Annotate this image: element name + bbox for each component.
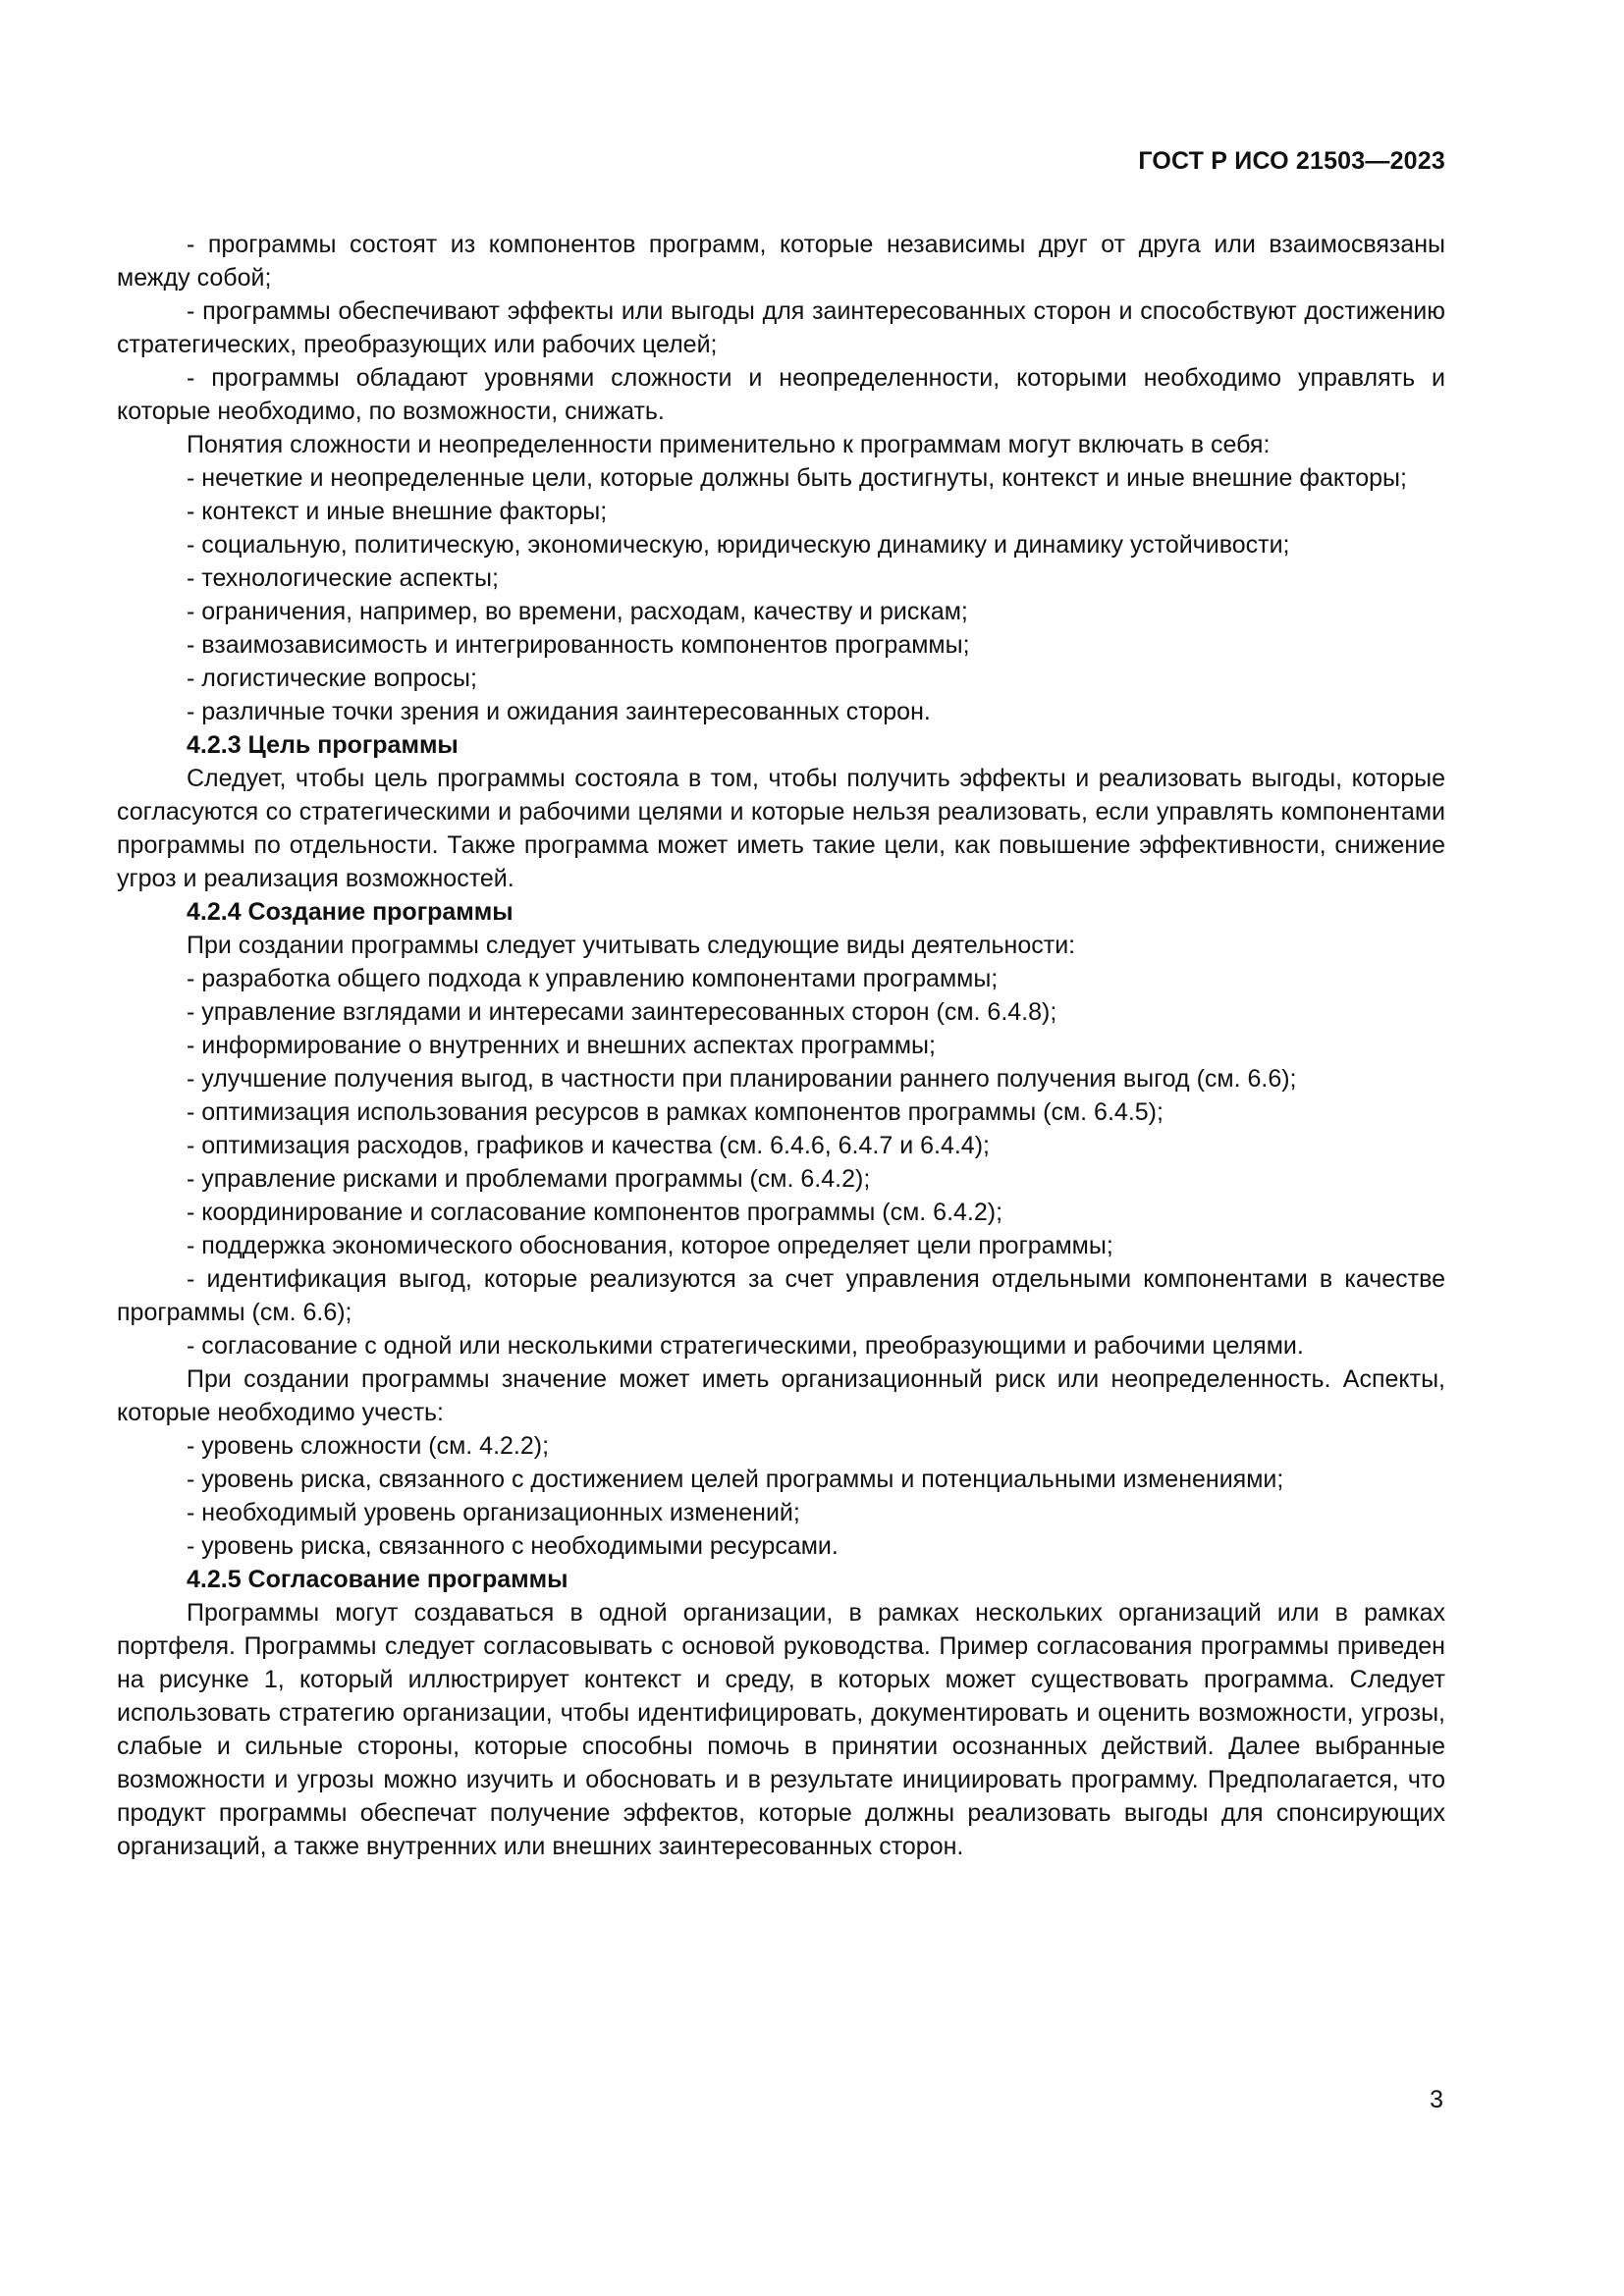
list-item: - управление взглядами и интересами заинтересованных сторон (см. 6.4.8); — [187, 998, 1057, 1026]
document-code-header: ГОСТ Р ИСО 21503—2023 — [1138, 147, 1445, 175]
list-item: - улучшение получения выгод, в частности при планировании раннего получения выгод (см. 6.6); — [187, 1065, 1297, 1093]
list-item: - технологические аспекты; — [187, 564, 499, 592]
list-item: - уровень риска, связанного с необходимыми ресурсами. — [187, 1532, 839, 1560]
list-item: - координирование и согласование компонентов программы (см. 6.4.2); — [187, 1199, 1003, 1226]
list-item: - программы состоят из компонентов программ, которые независимы друг от друга или взаимосвязаны между собой; — [117, 231, 1445, 292]
list-item: - социальную, политическую, экономическую, юридическую динамику и динамику устойчивости; — [187, 531, 1290, 559]
paragraph: Программы могут создаваться в одной организации, в рамках нескольких организаций или в рамках портфеля. Программы следует согласовывать с основой руководства. Пример согласования программы приведен на рисунке 1, который иллюстрирует контекст и среду, в которых может существовать программа. Следует использовать стратегию организации, чтобы идентифицировать, документировать и оценить возможности, угрозы, слабые и сильные стороны, которые способны помочь в принятии осознанных действий. Далее выбранные возможности и угрозы можно изучить и обосновать и в результате инициировать программу. Предполагается, что продукт программы обеспечат получение эффектов, которые должны реализовать выгоды для спонсирующих организаций, а также внутренних или внешних заинтересованных сторон. — [117, 1599, 1445, 1860]
list-item: - программы обладают уровнями сложности и неопределенности, которыми необходимо управлять и которые необходимо, по возможности, снижать. — [117, 364, 1445, 425]
document-body — [117, 228, 1445, 1863]
list-item: - разработка общего подхода к управлению компонентами программы; — [187, 965, 999, 992]
list-item: - контекст и иные внешние факторы; — [187, 498, 608, 525]
section-heading: 4.2.5 Согласование программы — [187, 1566, 568, 1593]
section-heading: 4.2.4 Создание программы — [187, 898, 514, 926]
list-item: - логистические вопросы; — [187, 665, 477, 692]
paragraph: При создании программы следует учитывать следующие виды деятельности: — [187, 932, 1076, 959]
list-item: - согласование с одной или несколькими стратегическими, преобразующими и рабочими целями. — [187, 1332, 1304, 1360]
paragraph: Понятия сложности и неопределенности применительно к программам могут включать в себя: — [187, 431, 1271, 458]
list-item: - информирование о внутренних и внешних аспектах программы; — [187, 1032, 936, 1059]
list-item: - уровень сложности (см. 4.2.2); — [187, 1432, 550, 1460]
list-item: - программы обеспечивают эффекты или выгоды для заинтересованных сторон и способствуют достижению стратегических, преобразующих или рабочих целей; — [117, 297, 1445, 358]
list-item: - поддержка экономического обоснования, которое определяет цели программы; — [187, 1232, 1113, 1259]
list-item: - необходимый уровень организационных изменений; — [187, 1499, 800, 1526]
list-item: - оптимизация использования ресурсов в рамках компонентов программы (см. 6.4.5); — [187, 1098, 1164, 1126]
list-item: - ограничения, например, во времени, расходам, качеству и рискам; — [187, 598, 968, 625]
list-item: - взаимозависимость и интегрированность компонентов программы; — [187, 631, 970, 659]
list-item: - нечеткие и неопределенные цели, которые должны быть достигнуты, контекст и иные внешние факторы; — [187, 464, 1407, 492]
list-item: - оптимизация расходов, графиков и качества (см. 6.4.6, 6.4.7 и 6.4.4); — [187, 1132, 990, 1159]
list-item: - уровень риска, связанного с достижением целей программы и потенциальными изменениями; — [187, 1466, 1284, 1493]
list-item: - различные точки зрения и ожидания заинтересованных сторон. — [187, 698, 931, 725]
paragraph: При создании программы значение может иметь организационный риск или неопределенность. Аспекты, которые необходимо учесть: — [117, 1365, 1445, 1426]
page-number: 3 — [1430, 2086, 1443, 2113]
list-item: - управление рисками и проблемами программы (см. 6.4.2); — [187, 1165, 871, 1193]
list-item: - идентификация выгод, которые реализуются за счет управления отдельными компонентами в качестве программы (см. 6.6); — [117, 1265, 1445, 1326]
paragraph: Следует, чтобы цель программы состояла в том, чтобы получить эффекты и реализовать выгоды, которые согласуются со стратегическими и рабочими целями и которые нельзя реализовать, если управлять компонентами программы по отдельности. Также программа может иметь такие цели, как повышение эффективности, снижение угроз и реализация возможностей. — [117, 765, 1445, 892]
section-heading: 4.2.3 Цель программы — [187, 731, 459, 759]
